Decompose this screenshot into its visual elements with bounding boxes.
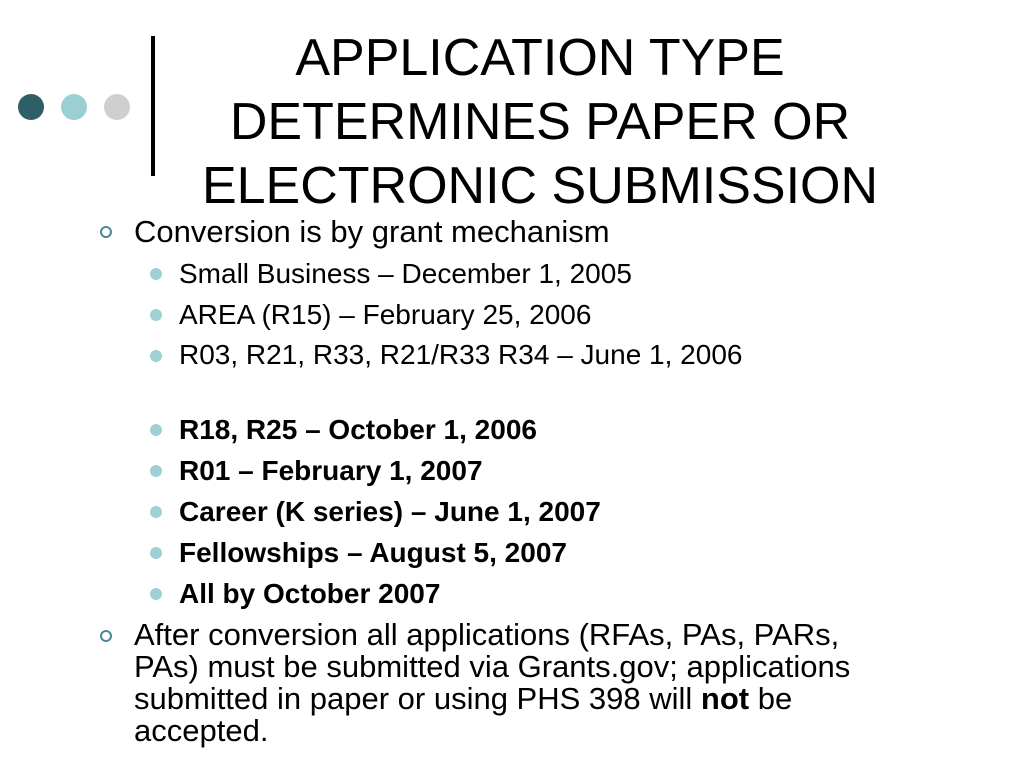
sub-bullet-small-business: Small Business – December 1, 2005 bbox=[179, 258, 632, 289]
sub-bullet-icon bbox=[150, 506, 162, 518]
decor-dot-1 bbox=[18, 94, 44, 120]
sub-bullet-icon bbox=[150, 268, 162, 280]
bullet-after-tail: be accepted. bbox=[134, 681, 793, 748]
bullet-after-emph: not bbox=[700, 681, 750, 716]
bullet-conversion: Conversion is by grant mechanism bbox=[134, 214, 610, 249]
bullet-after-text: After conversion all applications (RFAs, PAs, PARs, PAs) must be submitted via Grants.gov; applications submitted in paper or using PHS 398 will bbox=[134, 617, 851, 716]
sub-bullet-icon bbox=[150, 465, 162, 477]
sub-bullet-icon bbox=[150, 547, 162, 559]
sub-bullet-r18: R18, R25 – October 1, 2006 bbox=[179, 414, 537, 445]
sub-bullet-icon bbox=[150, 424, 162, 436]
sub-bullet-r01: R01 – February 1, 2007 bbox=[179, 455, 483, 486]
sub-bullet-r03: R03, R21, R33, R21/R33 R34 – June 1, 2006 bbox=[179, 339, 743, 370]
sub-bullet-icon bbox=[150, 588, 162, 600]
sub-bullet-icon bbox=[150, 309, 162, 321]
sub-bullet-icon bbox=[150, 350, 162, 362]
sub-bullet-career: Career (K series) – June 1, 2007 bbox=[179, 496, 601, 527]
sub-bullet-area: AREA (R15) – February 25, 2006 bbox=[179, 299, 592, 330]
decor-dot-2 bbox=[61, 94, 87, 120]
title-divider bbox=[151, 36, 155, 176]
slide-title: APPLICATION TYPE DETERMINES PAPER OR ELECTRONIC SUBMISSION bbox=[201, 29, 879, 215]
bullet-icon bbox=[100, 630, 112, 642]
sub-bullet-fellowships: Fellowships – August 5, 2007 bbox=[179, 537, 567, 568]
sub-bullet-all: All by October 2007 bbox=[179, 578, 441, 609]
bullet-after-conversion bbox=[134, 619, 854, 747]
bullet-icon bbox=[100, 226, 112, 238]
decor-dot-3 bbox=[104, 94, 130, 120]
